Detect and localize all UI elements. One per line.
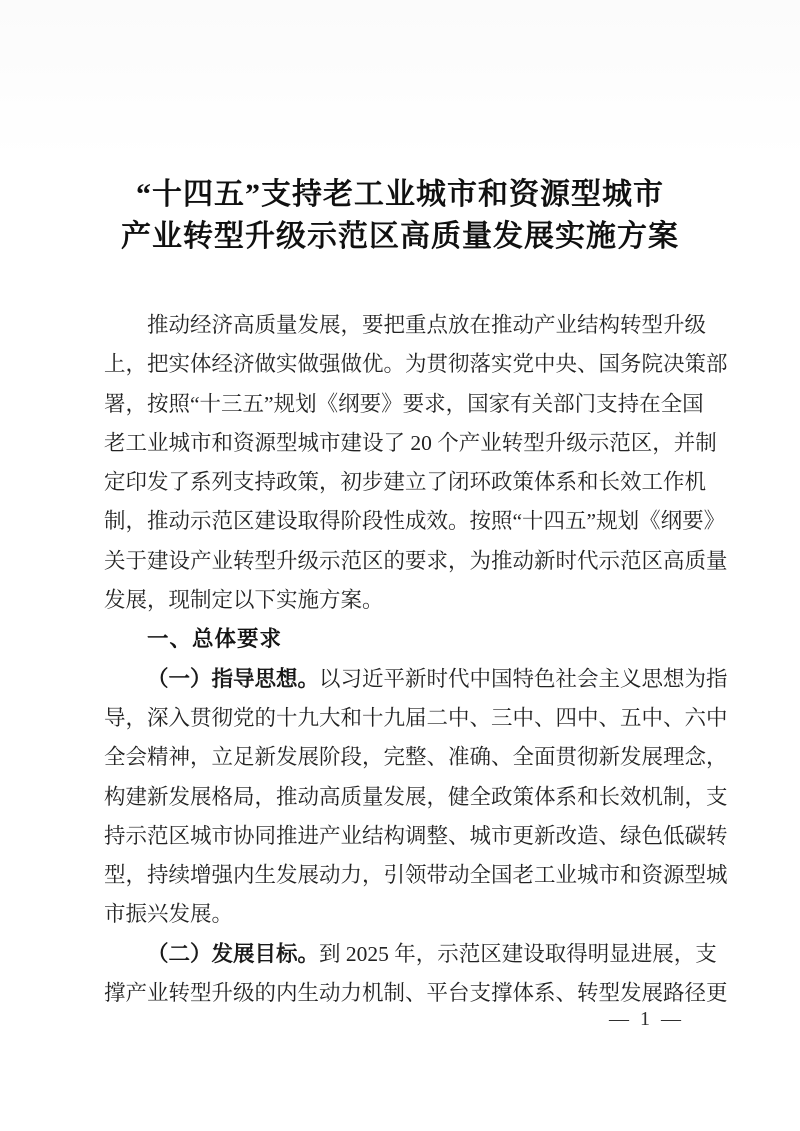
body-line	[104, 660, 728, 699]
document-title	[0, 174, 800, 258]
subsection-lead: （二）发展目标。	[147, 941, 320, 966]
title-line-2: 产业转型升级示范区高质量发展实施方案	[121, 220, 679, 253]
document-body	[104, 306, 728, 1013]
body-line: 署，按照“十三五”规划《纲要》要求，国家有关部门支持在全国	[104, 391, 704, 416]
body-line: 型，持续增强内生发展动力，引领带动全国老工业城市和资源型城	[104, 863, 728, 888]
body-line: 构建新发展格局，推动高质量发展，健全政策体系和长效机制，支	[104, 784, 728, 809]
body-line: 发展，现制定以下实施方案。	[104, 588, 384, 613]
body-line: 老工业城市和资源型城市建设了 20 个产业转型升级示范区，并制	[104, 430, 717, 455]
body-line-text: 以习近平新时代中国特色社会主义思想为指	[319, 666, 728, 691]
section-heading: 一、总体要求	[147, 627, 283, 652]
scan-haze	[0, 0, 800, 160]
body-line-text: 到 2025 年，示范区建设取得明显进展，支	[319, 941, 717, 966]
title-line-1: “十四五”支持老工业城市和资源型城市	[136, 178, 664, 211]
page-number: — 1 —	[609, 1008, 684, 1030]
body-line: 撑产业转型升级的内生动力机制、平台支撑体系、转型发展路径更	[104, 981, 728, 1006]
subsection-lead: （一）指导思想。	[147, 666, 320, 691]
body-line: 全会精神，立足新发展阶段，完整、准确、全面贯彻新发展理念，	[104, 745, 728, 770]
body-line: 定印发了系列支持政策，初步建立了闭环政策体系和长效工作机	[104, 470, 707, 495]
body-line	[104, 935, 717, 974]
body-line: 推动经济高质量发展，要把重点放在推动产业结构转型升级	[147, 313, 707, 337]
body-line: 关于建设产业转型升级示范区的要求，为推动新时代示范区高质量	[104, 548, 728, 573]
body-line: 上，把实体经济做实做强做优。为贯彻落实党中央、国务院决策部	[104, 352, 728, 377]
body-line: 制，推动示范区建设取得阶段性成效。按照“十四五”规划《纲要》	[104, 509, 726, 534]
body-line: 持示范区城市协同推进产业结构调整、城市更新改造、绿色低碳转	[104, 823, 728, 848]
body-line: 导，深入贯彻党的十九大和十九届二中、三中、四中、五中、六中	[104, 705, 728, 730]
body-line: 市振兴发展。	[104, 902, 234, 927]
